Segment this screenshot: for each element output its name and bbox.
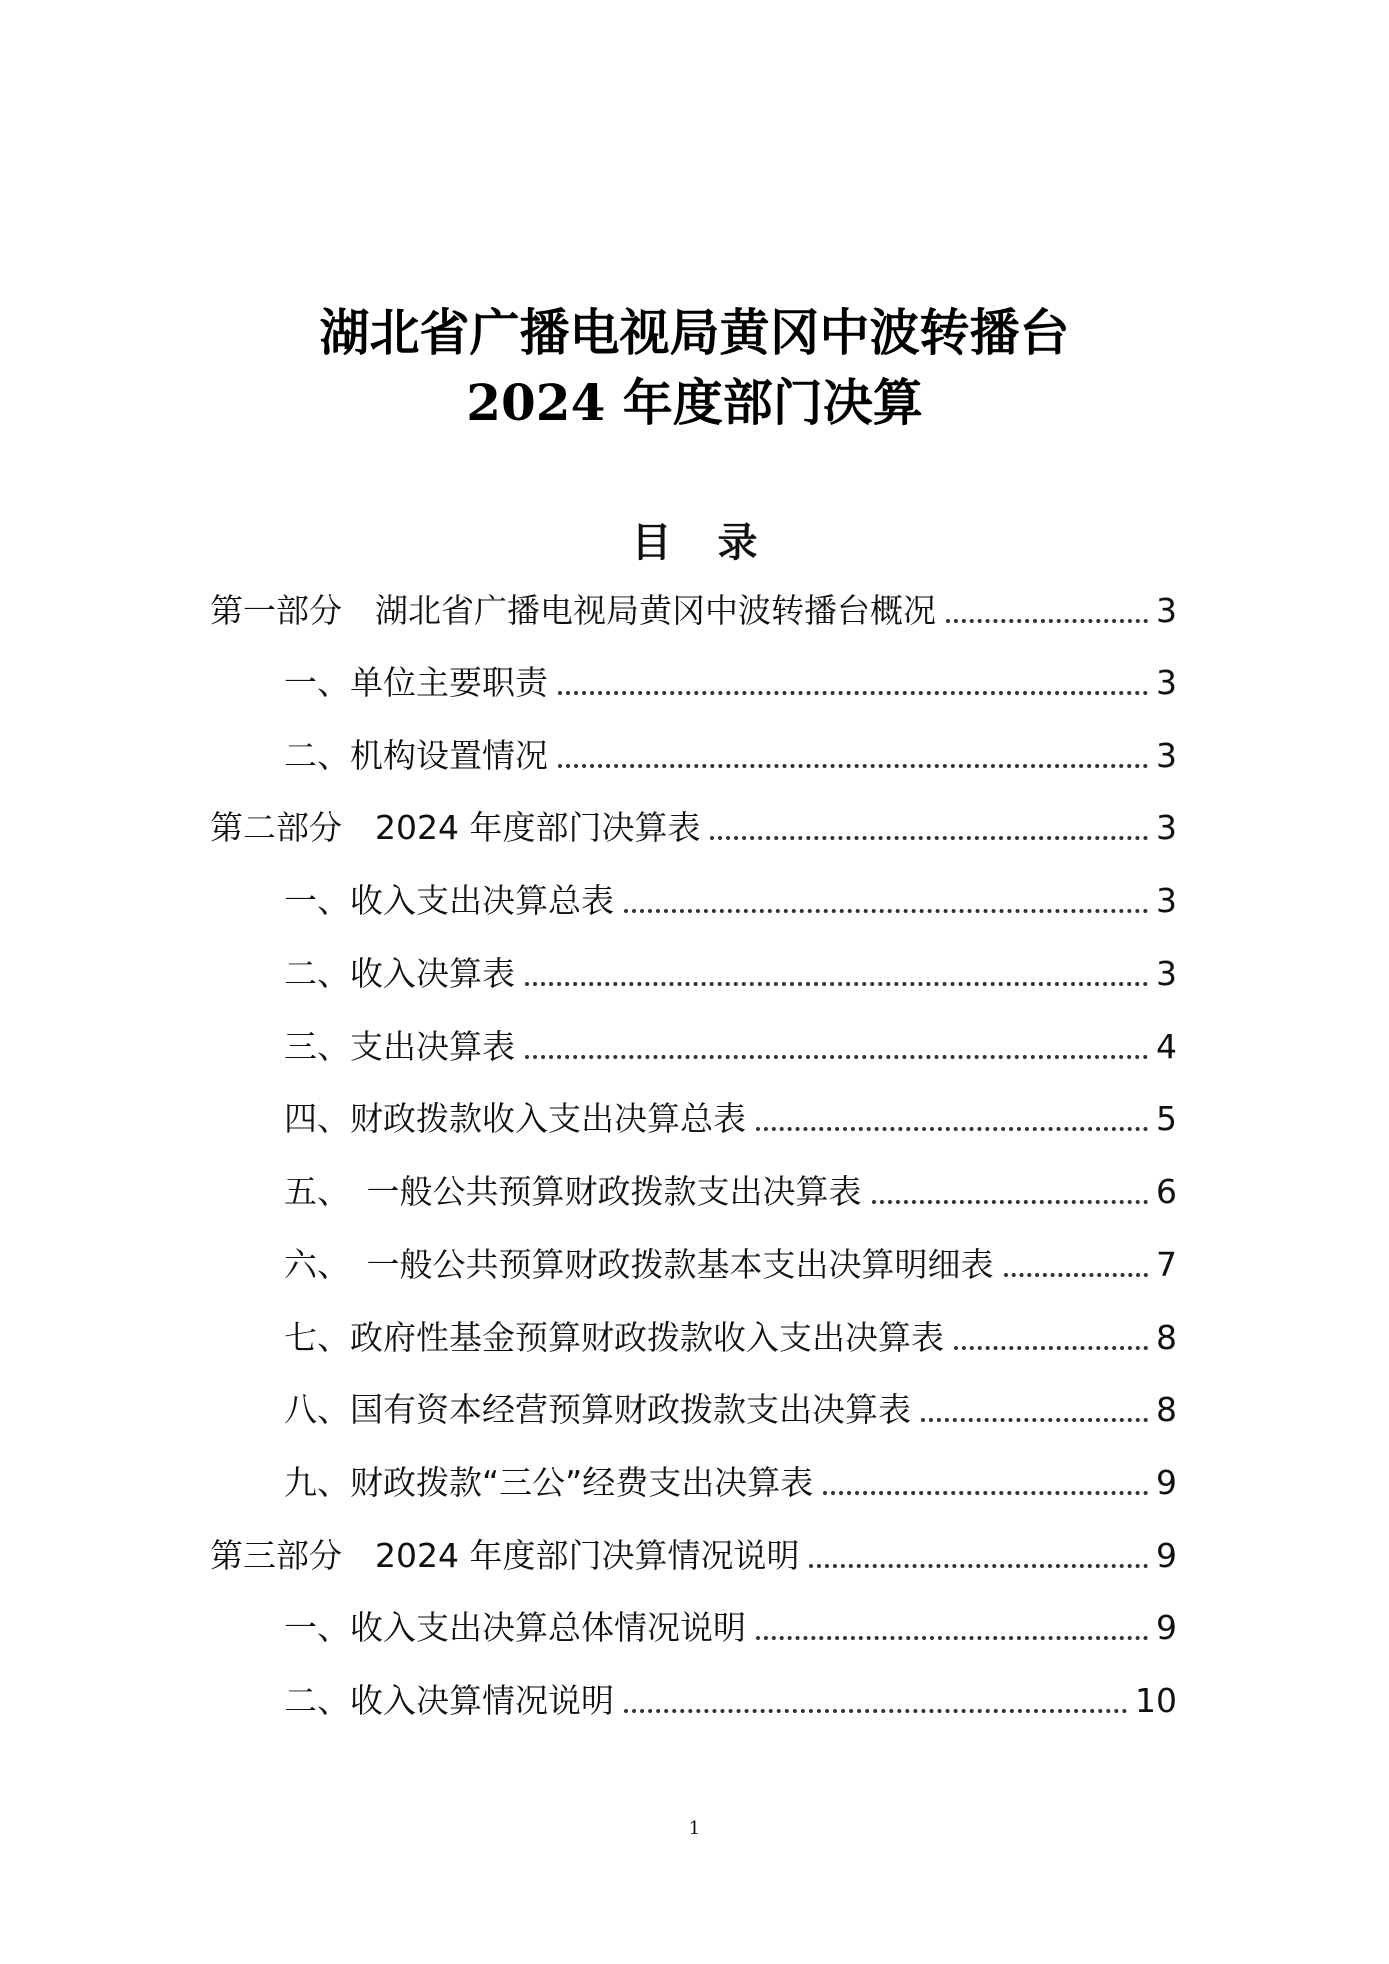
toc-entry-page: 9	[1156, 1463, 1177, 1502]
toc-entry-2-8[interactable]	[284, 1382, 1177, 1432]
toc-entry-label: 二、收入决算情况说明	[284, 1681, 614, 1720]
toc-heading: 目录	[631, 520, 804, 566]
toc-entry-page: 3	[1156, 736, 1177, 775]
toc-entry-label: 二、收入决算表	[284, 954, 515, 993]
toc-entry-page: 7	[1156, 1245, 1177, 1284]
toc-entry-2-9[interactable]	[284, 1455, 1177, 1505]
toc-entry-label: 一、单位主要职责	[284, 663, 548, 702]
toc-dot-leader	[1004, 1273, 1149, 1277]
document-title-line-2: 2024 年度部门决算	[466, 373, 923, 432]
toc-entry-page: 9	[1156, 1536, 1177, 1575]
toc-entry-page: 8	[1156, 1390, 1177, 1429]
toc-entry-label: 第一部分 湖北省广播电视局黄冈中波转播台概况	[210, 591, 936, 630]
toc-entry-label: 二、机构设置情况	[284, 736, 548, 775]
toc-entry-page: 3	[1156, 954, 1177, 993]
toc-dot-leader	[809, 1564, 1148, 1568]
toc-entry-page: 6	[1156, 1172, 1177, 1211]
toc-entry-page: 4	[1156, 1027, 1177, 1066]
toc-entry-2-5[interactable]	[284, 1164, 1177, 1214]
toc-entry-2-7[interactable]	[284, 1310, 1177, 1360]
toc-dot-leader	[823, 1491, 1148, 1495]
toc-dot-leader	[525, 982, 1148, 986]
toc-entry-1-2[interactable]	[284, 728, 1177, 778]
toc-dot-leader	[558, 764, 1148, 768]
toc-dot-leader	[921, 1418, 1148, 1422]
toc-entry-label: 第三部分 2024 年度部门决算情况说明	[210, 1536, 800, 1575]
toc-entry-label: 三、支出决算表	[284, 1027, 515, 1066]
toc-entry-2-4[interactable]	[284, 1091, 1177, 1141]
toc-entry-page: 10	[1135, 1681, 1177, 1720]
toc-dot-leader	[756, 1127, 1148, 1131]
toc-entry-label: 六、 一般公共预算财政拨款基本支出决算明细表	[284, 1245, 994, 1284]
toc-entry-part-1[interactable]	[210, 583, 1177, 633]
toc-dot-leader	[624, 1709, 1127, 1713]
toc-entry-1-1[interactable]	[284, 655, 1177, 705]
toc-entry-page: 9	[1156, 1608, 1177, 1647]
toc-entry-2-2[interactable]	[284, 946, 1177, 996]
page-number: 1	[688, 1818, 701, 1839]
toc-entry-label: 七、政府性基金预算财政拨款收入支出决算表	[284, 1318, 944, 1357]
toc-dot-leader	[756, 1636, 1148, 1640]
document-title	[0, 298, 1389, 438]
toc-dot-leader	[558, 691, 1148, 695]
toc-dot-leader	[954, 1346, 1148, 1350]
toc-entry-page: 5	[1156, 1099, 1177, 1138]
toc-dot-leader	[710, 836, 1148, 840]
toc-entry-page: 3	[1156, 663, 1177, 702]
toc-entry-label: 一、收入支出决算总表	[284, 881, 614, 920]
toc-entry-page: 3	[1156, 808, 1177, 847]
toc-entry-page: 3	[1156, 591, 1177, 630]
toc-entry-2-1[interactable]	[284, 873, 1177, 923]
toc-entry-page: 3	[1156, 881, 1177, 920]
toc-entry-3-2[interactable]	[284, 1673, 1177, 1723]
toc-dot-leader	[624, 909, 1148, 913]
toc-entry-3-1[interactable]	[284, 1600, 1177, 1650]
toc-entry-label: 四、财政拨款收入支出决算总表	[284, 1099, 746, 1138]
toc-entry-label: 五、 一般公共预算财政拨款支出决算表	[284, 1172, 862, 1211]
toc-dot-leader	[872, 1200, 1149, 1204]
toc-entry-part-3[interactable]	[210, 1528, 1177, 1578]
toc-entry-part-2[interactable]	[210, 800, 1177, 850]
toc-entry-page: 8	[1156, 1318, 1177, 1357]
toc-entry-label: 八、国有资本经营预算财政拨款支出决算表	[284, 1390, 911, 1429]
toc-entry-label: 九、财政拨款“三公”经费支出决算表	[284, 1463, 814, 1502]
document-title-line-1: 湖北省广播电视局黄冈中波转播台	[319, 303, 1070, 362]
toc-dot-leader	[525, 1055, 1148, 1059]
toc-entry-label: 第二部分 2024 年度部门决算表	[210, 808, 701, 847]
toc-entry-label: 一、收入支出决算总体情况说明	[284, 1608, 746, 1647]
toc-entry-2-6[interactable]	[284, 1237, 1177, 1287]
toc-entry-2-3[interactable]	[284, 1019, 1177, 1069]
toc-dot-leader	[946, 619, 1148, 623]
